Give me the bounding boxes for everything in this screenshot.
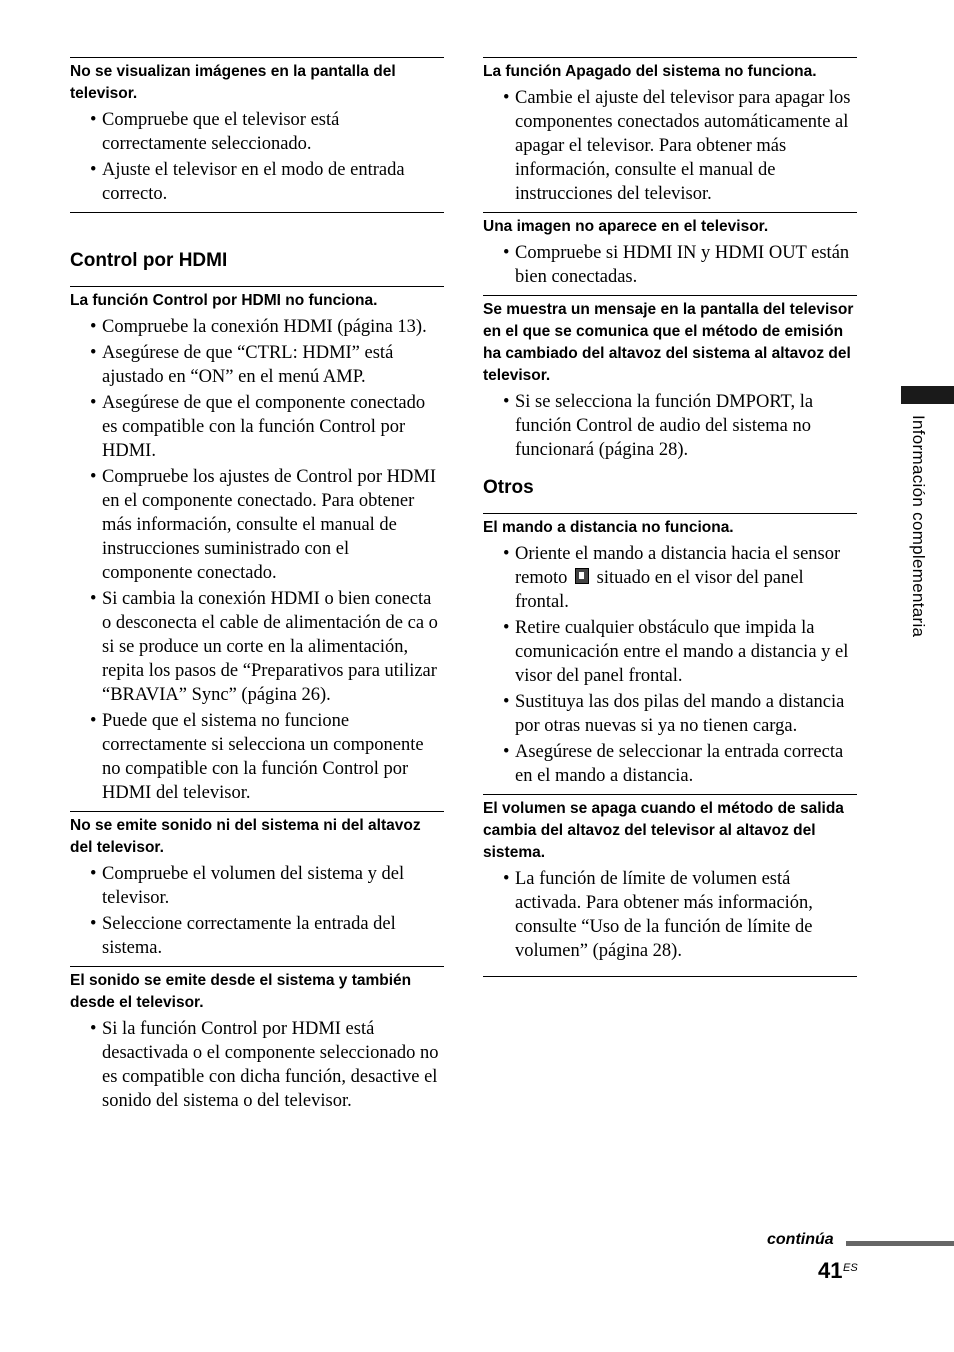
topic-title: Una imagen no aparece en el televisor. [483, 218, 769, 235]
remote-sensor-icon [575, 568, 589, 584]
topic-items [70, 108, 444, 206]
topic-items [70, 862, 444, 960]
topic-output-message [483, 295, 857, 462]
topic-no-image [70, 57, 444, 206]
page-number: 41 [818, 1258, 843, 1283]
right-column [483, 57, 857, 977]
list-item: • Si se selecciona la función DMPORT, la función Control de audio del sistema no funcionará (página 28). [503, 392, 814, 460]
list-item: • Compruebe el volumen del sistema y del televisor. [90, 864, 405, 908]
topic-no-tv-image [483, 212, 857, 289]
topic-items [483, 867, 857, 963]
topic-title: Se muestra un mensaje en la pantalla del televisor en el que se comunica que el método de emisión ha cambiado del altavoz del sistema al altavoz del televisor. [483, 301, 854, 384]
topic-title: El mando a distancia no funciona. [483, 519, 734, 536]
list-item: • Compruebe si HDMI IN y HDMI OUT están bien conectadas. [503, 243, 850, 287]
list-item: • Asegúrese de que “CTRL: HDMI” está ajustado en “ON” en el menú AMP. [90, 343, 394, 387]
topic-remote [483, 513, 857, 788]
list-item: • Oriente el mando a distancia hacia el sensor remoto situado en el visor del panel frontal. [503, 544, 841, 612]
continua-label: continúa [767, 1231, 834, 1248]
left-column [70, 57, 444, 1119]
list-item: • Cambie el ajuste del televisor para apagar los componentes conectados automáticamente al apagar el televisor. Para obtener más información, consulte el manual de instrucciones del televisor. [503, 88, 851, 204]
topic-title: El volumen se apaga cuando el método de salida cambia del altavoz del televisor al altavoz del sistema. [483, 800, 844, 861]
topic-title: No se emite sonido ni del sistema ni del altavoz del televisor. [70, 817, 421, 856]
topic-system-off [483, 57, 857, 206]
section-heading-otros: Otros [483, 477, 534, 498]
list-item: • Compruebe los ajustes de Control por HDMI en el componente conectado. Para obtener más información, consulte el manual de instrucciones suministrado con el componente conectado. [90, 467, 436, 583]
list-item: • Ajuste el televisor en el modo de entrada correcto. [90, 160, 405, 204]
list-item: • Asegúrese de seleccionar la entrada correcta en el mando a distancia. [503, 742, 844, 786]
topic-items [483, 390, 857, 462]
list-item: • Compruebe que el televisor está correctamente seleccionado. [90, 110, 340, 154]
topic-hdmi-not-working [70, 286, 444, 805]
list-item: • Retire cualquier obstáculo que impida la comunicación entre el mando a distancia y el visor del panel frontal. [503, 618, 849, 686]
topic-items [483, 241, 857, 289]
side-tab-marker [901, 386, 954, 404]
list-item: • Asegúrese de que el componente conectado es compatible con la función Control por HDMI. [90, 393, 426, 461]
continua-bar [846, 1241, 954, 1246]
topic-title: La función Apagado del sistema no funciona. [483, 63, 817, 80]
list-item: • Puede que el sistema no funcione correctamente si selecciona un componente no compatible con la función Control por HDMI del televisor. [90, 711, 424, 803]
list-item: • Seleccione correctamente la entrada del sistema. [90, 914, 396, 958]
section-heading-hdmi: Control por HDMI [70, 250, 228, 271]
divider [70, 212, 444, 213]
topic-title: El sonido se emite desde el sistema y también desde el televisor. [70, 972, 412, 1011]
page-language-suffix: ES [843, 1262, 858, 1274]
list-item: • Si la función Control por HDMI está desactivada o el componente seleccionado no es compatible con dicha función, desactive el sonido del sistema o del televisor. [90, 1019, 439, 1111]
side-section-label: Información complementaria [909, 415, 928, 638]
topic-items [70, 315, 444, 805]
topic-items [483, 542, 857, 788]
topic-no-sound [70, 811, 444, 960]
topic-sound-both [70, 966, 444, 1113]
topic-title: La función Control por HDMI no funciona. [70, 292, 378, 309]
topic-items [483, 86, 857, 206]
topic-title: No se visualizan imágenes en la pantalla del televisor. [70, 63, 396, 102]
list-item: • La función de límite de volumen está activada. Para obtener más información, consulte “Uso de la función de límite de volumen” (página 28). [503, 869, 813, 961]
list-item: • Sustituya las dos pilas del mando a distancia por otras nuevas si ya no tienen carga. [503, 692, 845, 736]
topic-volume-off [483, 794, 857, 977]
list-item: • Si cambia la conexión HDMI o bien conecta o desconecta el cable de alimentación de ca o si se produce un corte en la alimentación, repita los pasos de “Preparativos para utilizar “BRAVIA” Sync” (página 26). [90, 589, 438, 705]
topic-items [70, 1017, 444, 1113]
list-item: • Compruebe la conexión HDMI (página 13). [90, 317, 427, 337]
